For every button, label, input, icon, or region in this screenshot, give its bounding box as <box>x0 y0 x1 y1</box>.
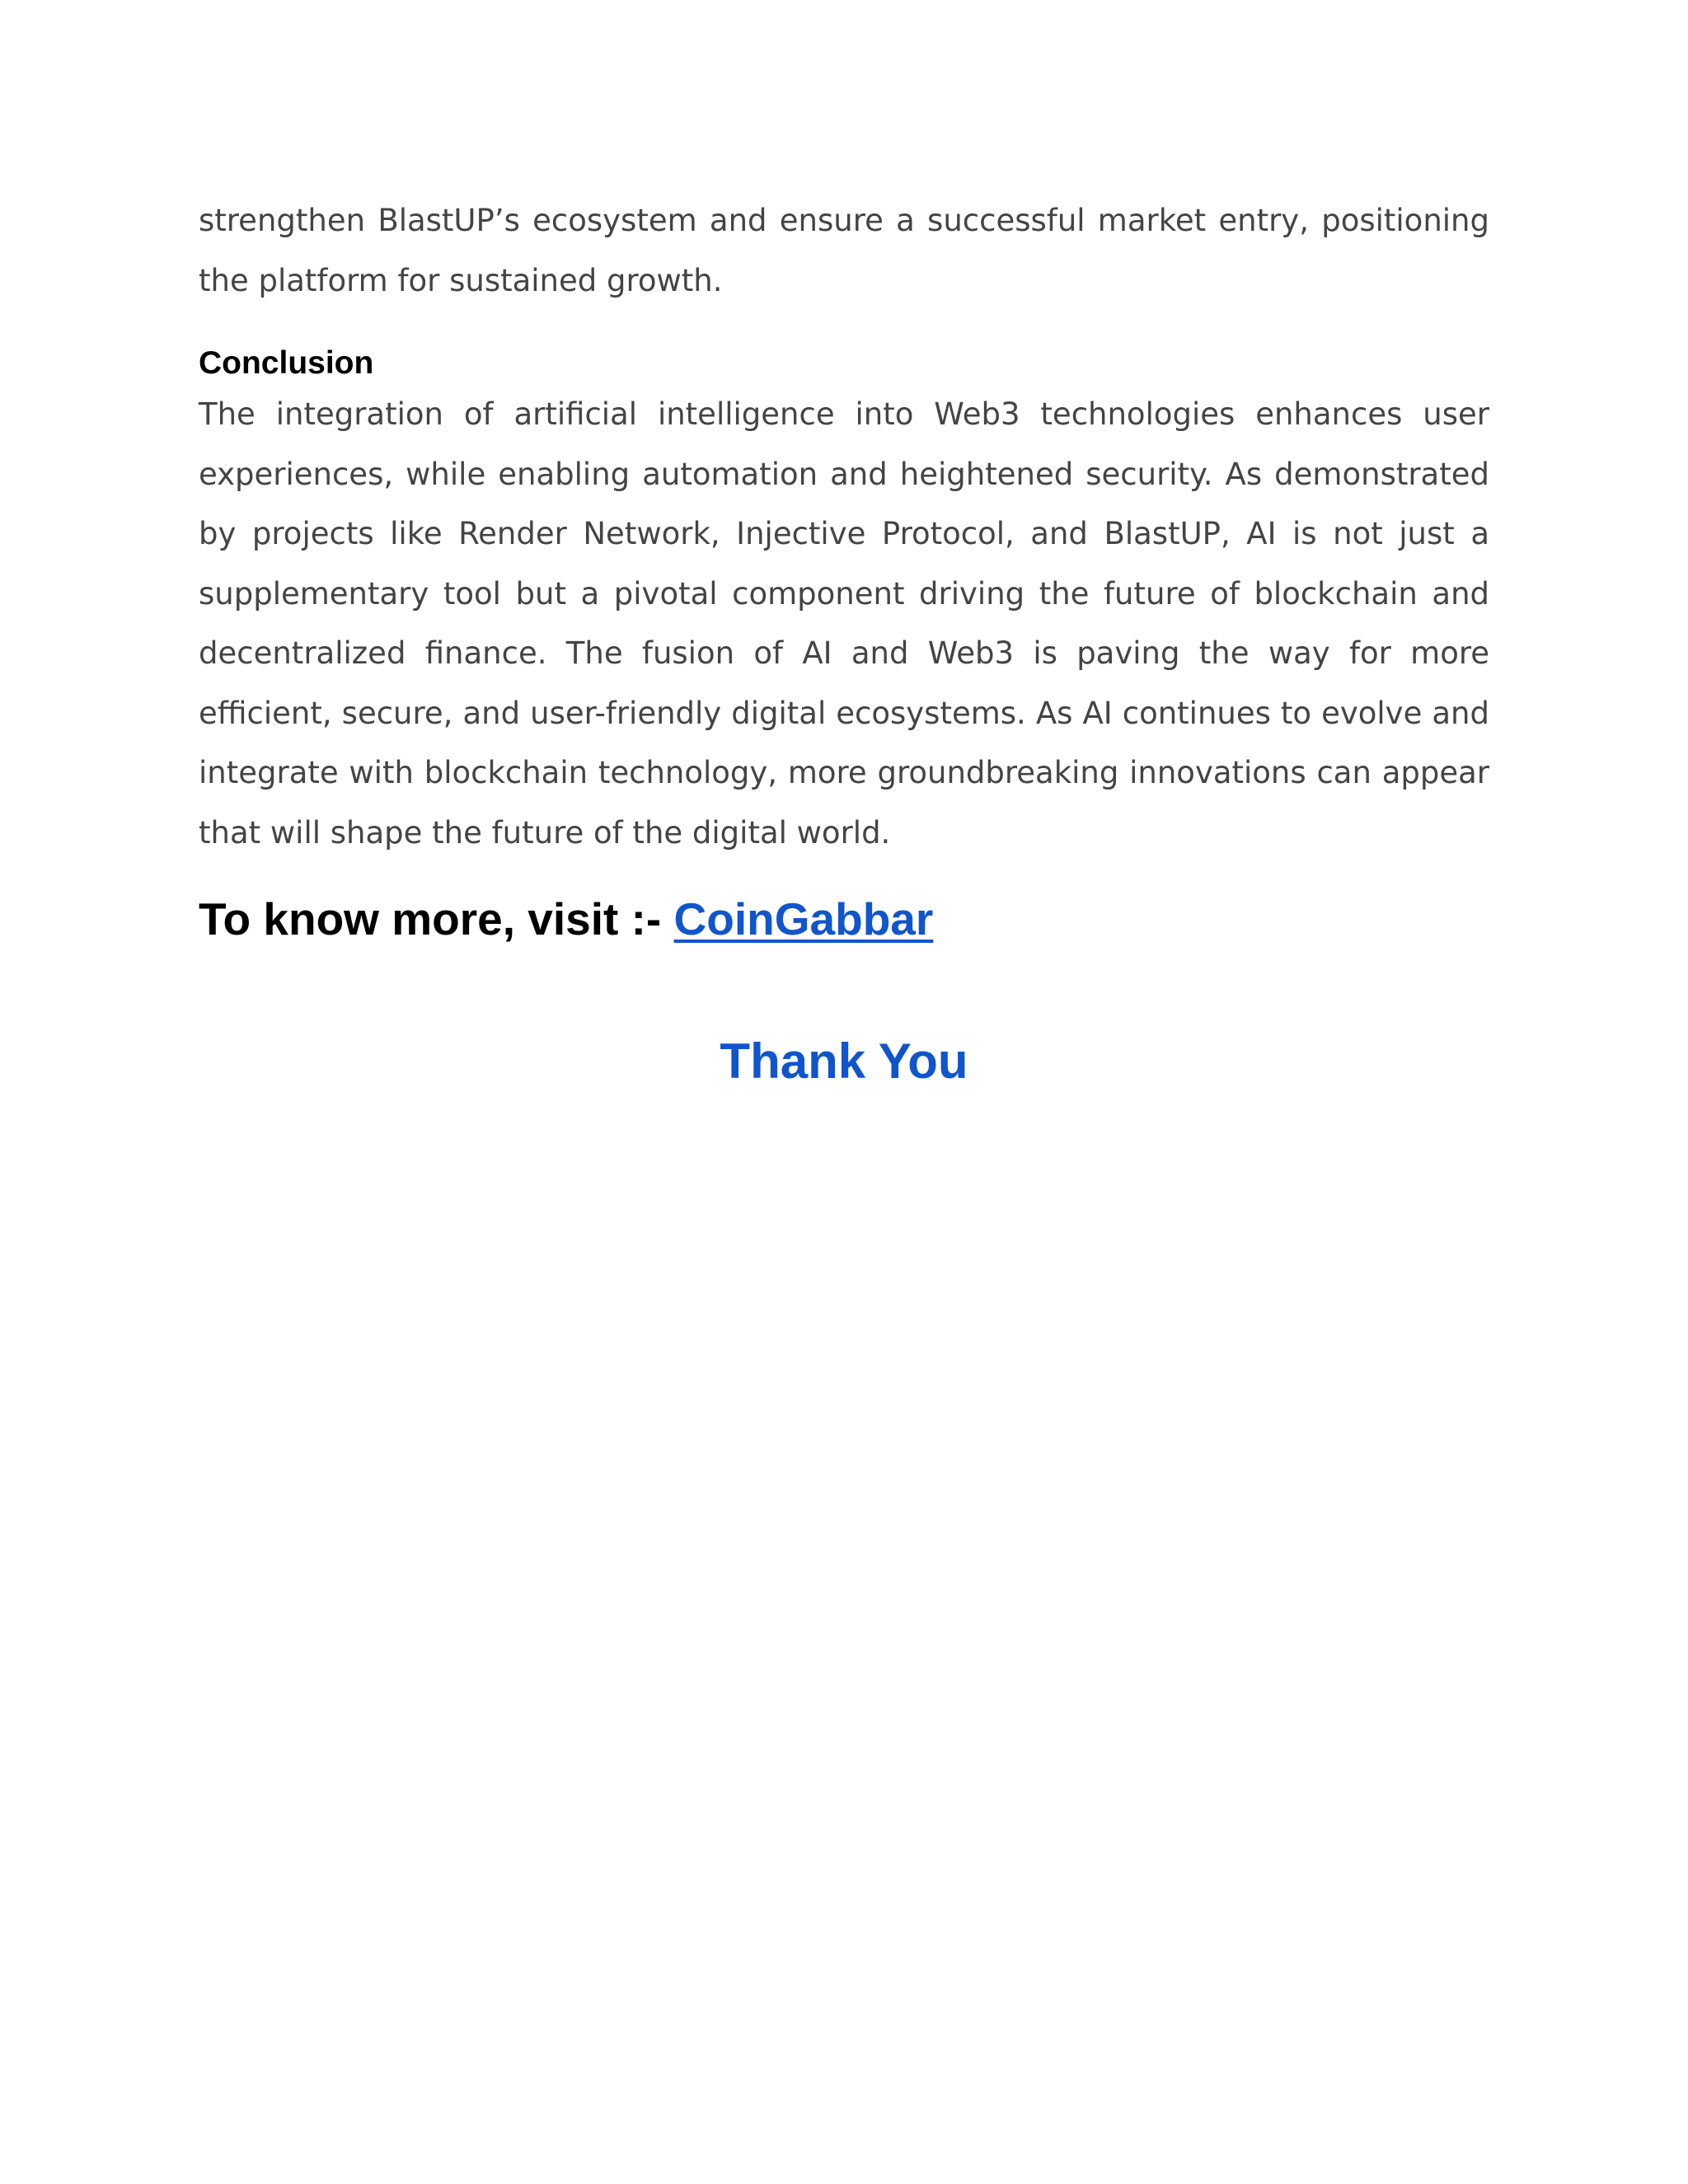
conclusion-paragraph: The integration of artificial intelligence into Web3 technologies enhances user experiences, while enabling automation and heightened security. As demonstrated by projects like Render Network, Injective Protocol, and BlastUP, AI is not just a supplementary tool but a pivotal component driving the future of blockchain and decentralized finance. The fusion of AI and Web3 is paving the way for more efficient, secure, and user-friendly digital ecosystems. As AI continues to evolve and integrate with blockchain technology, more groundbreaking innovations can appear that will shape the future of the digital world. <box>199 396 1489 851</box>
document-content <box>199 191 1489 952</box>
coingabbar-link[interactable]: CoinGabbar <box>673 893 934 944</box>
intro-paragraph: strengthen BlastUP’s ecosystem and ensure a successful market entry, positioning the platform for sustained growth. <box>199 203 1489 298</box>
visit-line <box>199 886 1489 952</box>
conclusion-heading: Conclusion <box>199 345 374 381</box>
visit-prefix: To know more, visit :- <box>199 893 674 944</box>
thank-you-heading: Thank You <box>720 1033 968 1089</box>
